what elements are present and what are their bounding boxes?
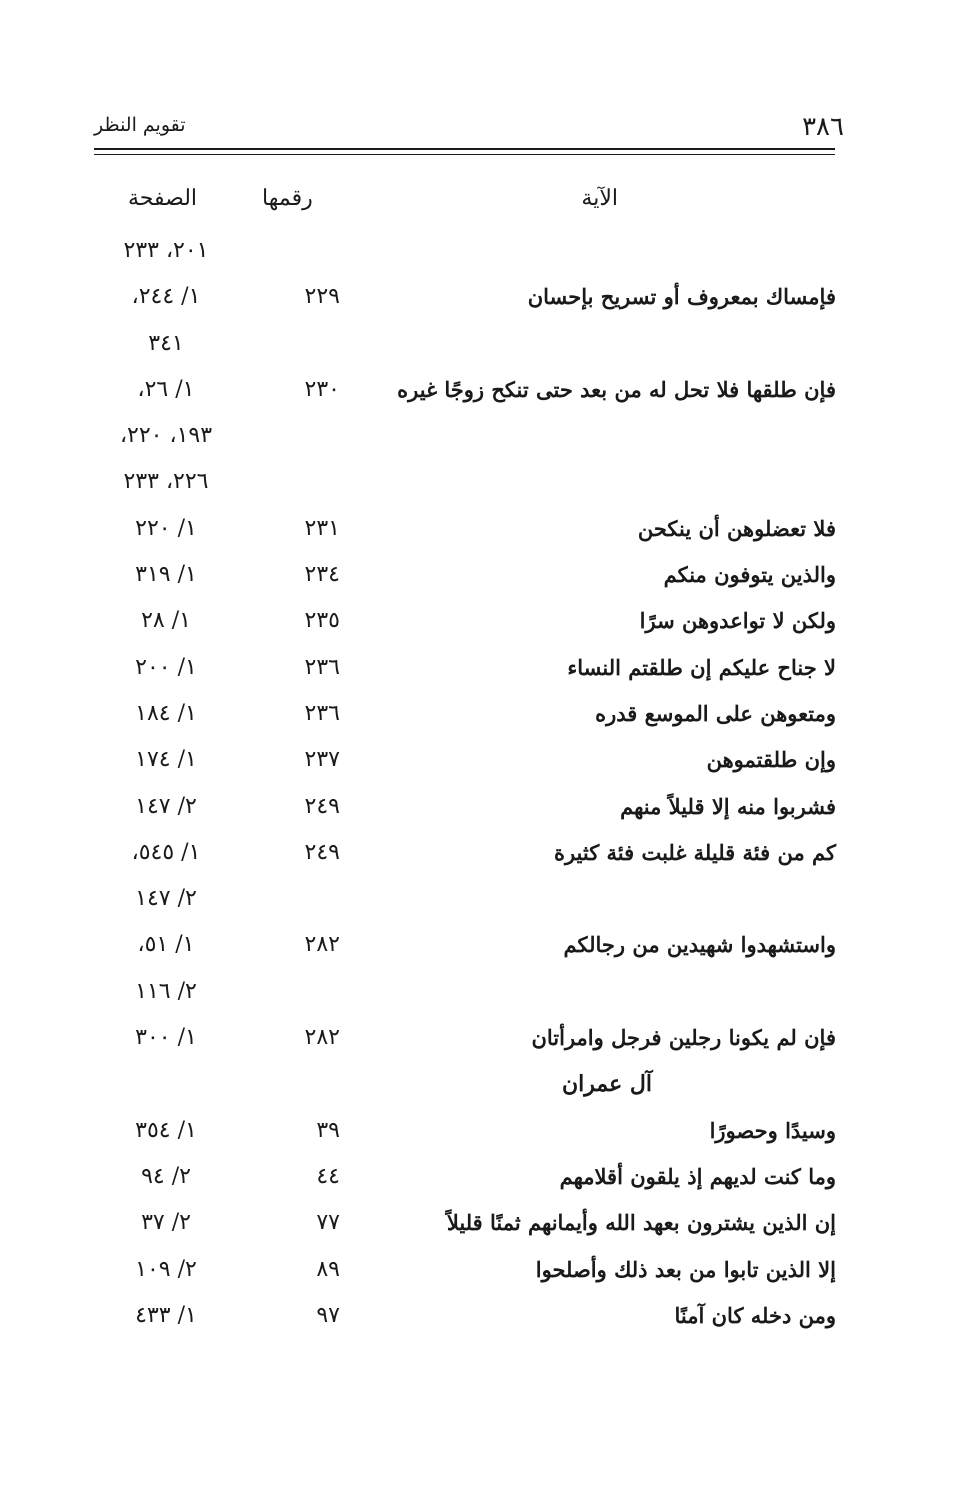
aya-number: ٧٧ bbox=[316, 1210, 340, 1236]
column-header-number: رقمها bbox=[262, 186, 313, 211]
aya-number: ٢٣٤ bbox=[304, 562, 340, 588]
table-row bbox=[0, 371, 962, 417]
aya-text: فإن طلقها فلا تحل له من بعد حتى تنكح زوجًا غيره bbox=[397, 376, 836, 402]
aya-number: ٢٤٩ bbox=[304, 839, 340, 865]
page-reference: ١/ ٤٣٣ bbox=[135, 1302, 197, 1328]
table-row bbox=[0, 556, 962, 602]
page-reference: ١/ ٣١٩ bbox=[135, 562, 197, 588]
aya-text: وما كنت لديهم إذ يلقون أقلامهم bbox=[559, 1163, 836, 1189]
page-reference: ١/ ٥١، bbox=[137, 932, 195, 958]
aya-number: ٨٩ bbox=[316, 1256, 340, 1282]
page-reference: ١/ ١٧٤ bbox=[135, 747, 197, 773]
page-reference: ١/ ٥٤٥، bbox=[131, 839, 201, 865]
aya-number: ٢٣٧ bbox=[304, 747, 340, 773]
page-reference: ١٩٣، ٢٢٠، bbox=[119, 423, 213, 449]
table-row bbox=[0, 1112, 962, 1158]
table-row bbox=[0, 1065, 962, 1111]
aya-text: والذين يتوفون منكم bbox=[663, 562, 836, 588]
aya-number: ٩٧ bbox=[316, 1302, 340, 1328]
aya-text: ومن دخله كان آمنًا bbox=[674, 1302, 836, 1328]
table-row bbox=[0, 1204, 962, 1250]
page-reference: ١/ ٢٠٠ bbox=[135, 654, 197, 680]
page-reference: ٢/ ١١٦ bbox=[135, 978, 197, 1004]
aya-number: ٢٣٦ bbox=[304, 700, 340, 726]
aya-text: فإن لم يكونا رجلين فرجل وامرأتان bbox=[531, 1025, 836, 1051]
table-row bbox=[0, 463, 962, 509]
book-title: تقويم النظر bbox=[94, 114, 186, 136]
aya-number: ٢٣١ bbox=[304, 515, 340, 541]
table-row bbox=[0, 278, 962, 324]
table-row bbox=[0, 1158, 962, 1204]
aya-text: ومتعوهن على الموسع قدره bbox=[595, 700, 836, 726]
surah-heading: آل عمران bbox=[561, 1071, 652, 1098]
aya-number: ٣٩ bbox=[316, 1117, 340, 1143]
index-table bbox=[0, 232, 962, 1343]
aya-number: ٢٣٠ bbox=[304, 376, 340, 402]
page-reference: ٢/ ٩٤ bbox=[141, 1163, 191, 1189]
aya-text: فلا تعضلوهن أن ينكحن bbox=[637, 515, 836, 541]
header-rule-thick bbox=[94, 148, 835, 150]
page-reference: ١/ ٣٠٠ bbox=[135, 1025, 197, 1051]
table-row bbox=[0, 1019, 962, 1065]
aya-number: ٢٣٥ bbox=[304, 608, 340, 634]
aya-number: ٢٤٩ bbox=[304, 793, 340, 819]
table-row bbox=[0, 880, 962, 926]
page-reference: ٢/ ٣٧ bbox=[141, 1210, 191, 1236]
aya-text: كم من فئة قليلة غلبت فئة كثيرة bbox=[553, 839, 836, 865]
page-reference: ٢/ ١٤٧ bbox=[135, 793, 197, 819]
page-reference: ١/ ٢٨ bbox=[141, 608, 191, 634]
page-reference: ٢/ ١٠٩ bbox=[135, 1256, 197, 1282]
aya-text: لا جناح عليكم إن طلقتم النساء bbox=[567, 654, 836, 680]
page-reference: ٢/ ١٤٧ bbox=[135, 886, 197, 912]
aya-text: فشربوا منه إلا قليلاً منهم bbox=[620, 793, 836, 819]
aya-text: ولكن لا تواعدوهن سرًا bbox=[639, 608, 836, 634]
aya-number: ٢٢٩ bbox=[304, 284, 340, 310]
table-row bbox=[0, 602, 962, 648]
page-reference: ١/ ٢٤٤، bbox=[131, 284, 201, 310]
table-row bbox=[0, 788, 962, 834]
table-row bbox=[0, 973, 962, 1019]
aya-text: إن الذين يشترون بعهد الله وأيمانهم ثمنًا قليلاً bbox=[446, 1210, 836, 1236]
table-row bbox=[0, 1297, 962, 1343]
table-row bbox=[0, 834, 962, 880]
column-header-aya: الآية bbox=[581, 186, 618, 211]
page-reference: ٢٠١، ٢٣٣ bbox=[123, 238, 209, 263]
page-reference: ٢٢٦، ٢٣٣ bbox=[123, 469, 209, 495]
page-reference: ١/ ٣٥٤ bbox=[135, 1117, 197, 1143]
aya-text: وإن طلقتموهن bbox=[706, 747, 836, 773]
page-number: ٣٨٦ bbox=[802, 112, 844, 142]
table-row bbox=[0, 325, 962, 371]
aya-number: ٢٨٢ bbox=[304, 1025, 340, 1051]
aya-text: فإمساك بمعروف أو تسريح بإحسان bbox=[527, 284, 836, 310]
aya-text: إلا الذين تابوا من بعد ذلك وأصلحوا bbox=[535, 1256, 836, 1282]
table-row bbox=[0, 649, 962, 695]
page-reference: ١/ ٢٢٠ bbox=[135, 515, 197, 541]
table-row bbox=[0, 510, 962, 556]
table-row bbox=[0, 232, 962, 278]
table-row bbox=[0, 1251, 962, 1297]
page-reference: ١/ ٢٦، bbox=[137, 376, 195, 402]
aya-text: واستشهدوا شهيدين من رجالكم bbox=[563, 932, 836, 958]
aya-number: ٢٨٢ bbox=[304, 932, 340, 958]
aya-number: ٢٣٦ bbox=[304, 654, 340, 680]
table-row bbox=[0, 695, 962, 741]
table-row bbox=[0, 926, 962, 972]
aya-text: وسيدًا وحصورًا bbox=[709, 1117, 836, 1143]
aya-number: ٤٤ bbox=[316, 1163, 340, 1189]
page-reference: ١/ ١٨٤ bbox=[135, 700, 197, 726]
page-reference: ٣٤١ bbox=[148, 330, 184, 356]
column-header-page: الصفحة bbox=[128, 186, 198, 211]
table-row bbox=[0, 417, 962, 463]
header-rule-thin bbox=[94, 154, 835, 155]
table-row bbox=[0, 741, 962, 787]
